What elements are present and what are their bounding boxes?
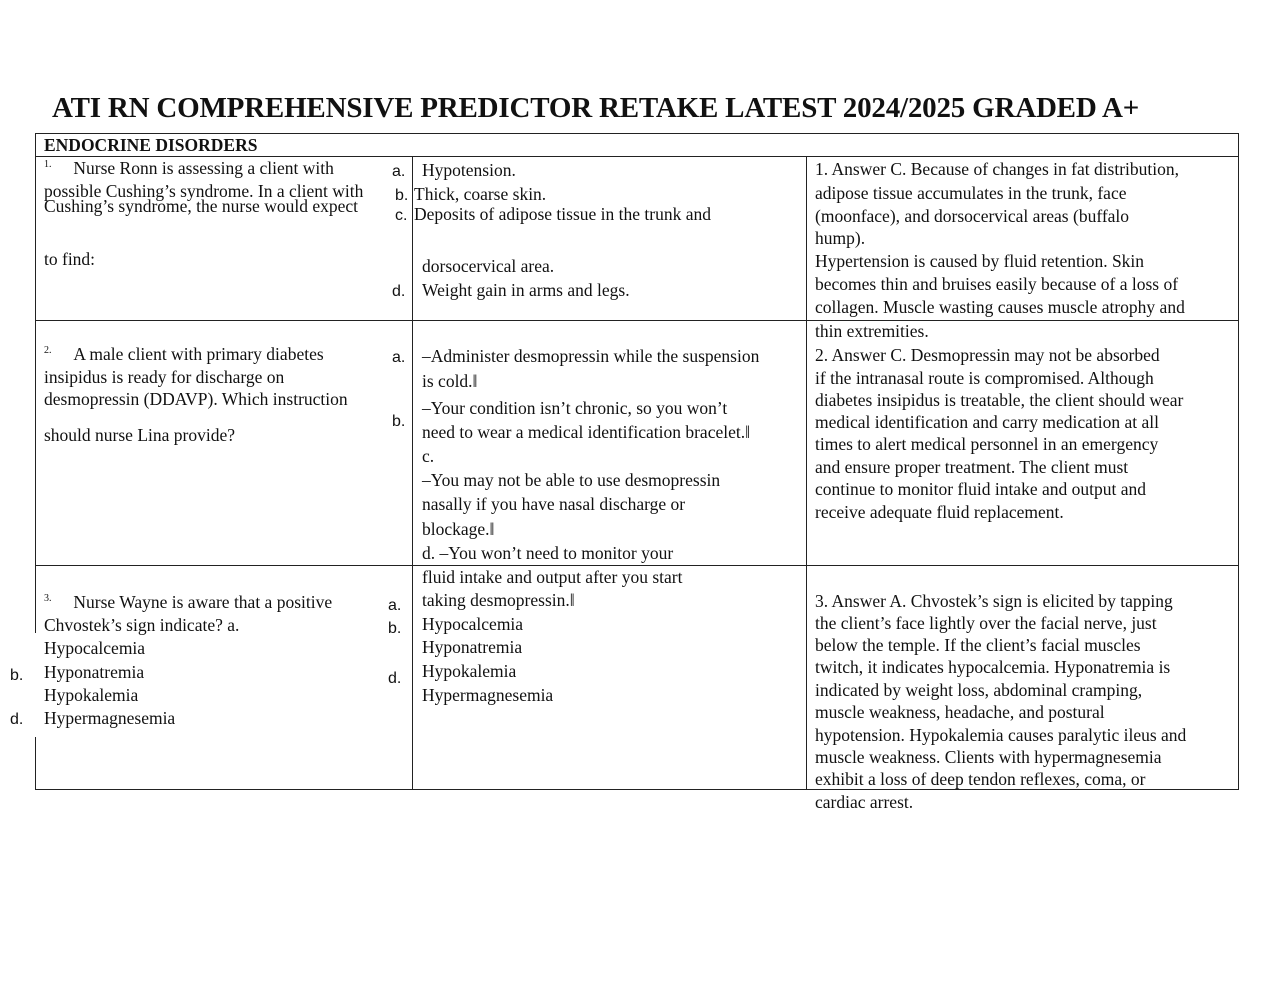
q1-answer-line: 1. Answer C. Because of changes in fat distribution, <box>815 159 1180 179</box>
q3-outer-letter-b: b. <box>10 667 24 684</box>
q1-letter-a: a. <box>392 163 406 180</box>
q1-option-c-cont: dorsocervical area. <box>422 256 555 276</box>
q2-option-line: ‒Administer desmopressin while the suspension <box>422 346 760 366</box>
q3-option-c: Hypokalemia <box>422 661 517 681</box>
q1-question-line: possible Cushing’s syndrome. In a client with <box>44 181 364 201</box>
q1-option-b: Thick, coarse skin. <box>414 184 547 204</box>
q1-answer-line: adipose tissue accumulates in the trunk, face <box>815 183 1127 203</box>
q2-option-line: ‒Your condition isn’t chronic, so you won’t <box>422 398 728 418</box>
q2-answer-line: and ensure proper treatment. The client must <box>815 457 1129 477</box>
q1-question-line: to find: <box>44 249 96 269</box>
q2-question-line: should nurse Lina provide? <box>44 425 235 445</box>
q2-letter-a: a. <box>392 349 406 366</box>
q1-option-a: Hypotension. <box>422 160 516 180</box>
q3-answer-line: twitch, it indicates hypocalcemia. Hyponatremia is <box>815 657 1171 677</box>
section-header: ENDOCRINE DISORDERS <box>44 135 258 155</box>
column-divider-1 <box>412 156 413 790</box>
q2-option-line: fluid intake and output after you start <box>422 567 683 587</box>
q2-question-line: insipidus is ready for discharge on <box>44 367 285 387</box>
q2-question: $^{2.}$ A male client with primary diabetes <box>44 344 324 364</box>
q3-answer-line: muscle weakness, headache, and postural <box>815 702 1105 722</box>
q2-option-line: c. <box>422 446 435 466</box>
q3-question-line: Chvostek’s sign indicate? a. <box>44 615 240 635</box>
q2-option-line: need to wear a medical identification bracelet.‖ <box>422 422 751 442</box>
q1-letter-d: d. <box>392 283 406 300</box>
q3-answer-line: exhibit a loss of deep tendon reflexes, coma, or <box>815 769 1146 789</box>
q2-letter-b: b. <box>392 413 406 430</box>
q1-answer-line: hump). <box>815 228 866 248</box>
q3-letter-d: d. <box>388 670 402 687</box>
q3-question-line: Hypokalemia <box>44 685 139 705</box>
q2-number: 2. <box>44 345 52 357</box>
q3-answer-line: hypotension. Hypokalemia causes paralytic ileus and <box>815 725 1187 745</box>
q2-option-line: nasally if you have nasal discharge or <box>422 494 686 514</box>
page-title: ATI RN COMPREHENSIVE PREDICTOR RETAKE LATEST 2024/2025 GRADED A+ <box>52 92 1140 124</box>
q2-answer-line: 2. Answer C. Desmopressin may not be absorbed <box>815 345 1160 365</box>
q2-option-line: ‒You may not be able to use desmopressin <box>422 470 721 490</box>
q2-answer-line: receive adequate fluid replacement. <box>815 502 1064 522</box>
q1-answer-line: thin extremities. <box>815 321 929 341</box>
table-border-left-a <box>35 133 36 633</box>
q3-question-line: Hypermagnesemia <box>44 708 176 728</box>
q3-question-line: Hyponatremia <box>44 662 145 682</box>
q2-answer-line: medical identification and carry medication at all <box>815 412 1160 432</box>
q2-question-line: desmopressin (DDAVP). Which instruction <box>44 389 348 409</box>
table-border-right <box>1238 133 1239 790</box>
q3-question-line: Hypocalcemia <box>44 638 146 658</box>
q3-letter-b: b. <box>388 620 402 637</box>
q3-answer-line: 3. Answer A. Chvostek’s sign is elicited by tapping <box>815 591 1173 611</box>
q3-outer-letter-d: d. <box>10 711 24 728</box>
q2-option-line: taking desmopressin.‖ <box>422 590 575 610</box>
q3-question: $^{3.}$ Nurse Wayne is aware that a positive <box>44 592 333 612</box>
q1-answer-line: collagen. Muscle wasting causes muscle atrophy and <box>815 297 1185 317</box>
q3-answer-line: below the temple. If the client’s facial muscles <box>815 635 1141 655</box>
column-divider-2 <box>806 156 807 790</box>
q2-answer-line: if the intranasal route is compromised. Although <box>815 368 1154 388</box>
q1-number: 1. <box>44 159 52 171</box>
q2-answer-line: times to alert medical personnel in an emergency <box>815 434 1159 454</box>
q1-option-c: Deposits of adipose tissue in the trunk and <box>414 204 711 224</box>
q2-option-line: is cold.‖ <box>422 371 478 391</box>
q2-answer-line: diabetes insipidus is treatable, the client should wear <box>815 390 1184 410</box>
row-divider-1 <box>35 320 1239 321</box>
q3-answer-line: indicated by weight loss, abdominal cramping, <box>815 680 1143 700</box>
q3-option-a: Hypocalcemia <box>422 614 524 634</box>
q3-option-d: Hypermagnesemia <box>422 685 554 705</box>
q3-option-b: Hyponatremia <box>422 637 523 657</box>
q2-option-line: d. ‒You won’t need to monitor your <box>422 543 674 563</box>
q3-answer-line: the client’s face lightly over the facial nerve, just <box>815 613 1157 633</box>
q2-option-line: blockage.‖ <box>422 519 495 539</box>
q1-letter-c: c. <box>395 207 408 224</box>
q3-answer-line: cardiac arrest. <box>815 792 914 812</box>
q3-number: 3. <box>44 593 52 605</box>
q1-letter-b: b. <box>395 187 409 204</box>
q1-option-d: Weight gain in arms and legs. <box>422 280 630 300</box>
q1-answer-line: becomes thin and bruises easily because of a loss of <box>815 274 1179 294</box>
q2-answer-line: continue to monitor fluid intake and output and <box>815 479 1146 499</box>
q1-question-line: Cushing’s syndrome, the nurse would expect <box>44 196 358 216</box>
q1-question: $^{1.}$ Nurse Ronn is assessing a client with <box>44 158 334 178</box>
q1-small-bar <box>412 230 413 250</box>
q1-answer-line: (moonface), and dorsocervical areas (buffalo <box>815 206 1130 226</box>
q3-answer-line: muscle weakness. Clients with hypermagnesemia <box>815 747 1162 767</box>
table-border-left-b <box>35 737 36 790</box>
q1-answer-line: Hypertension is caused by fluid retention. Skin <box>815 251 1145 271</box>
q3-letter-a: a. <box>388 597 402 614</box>
